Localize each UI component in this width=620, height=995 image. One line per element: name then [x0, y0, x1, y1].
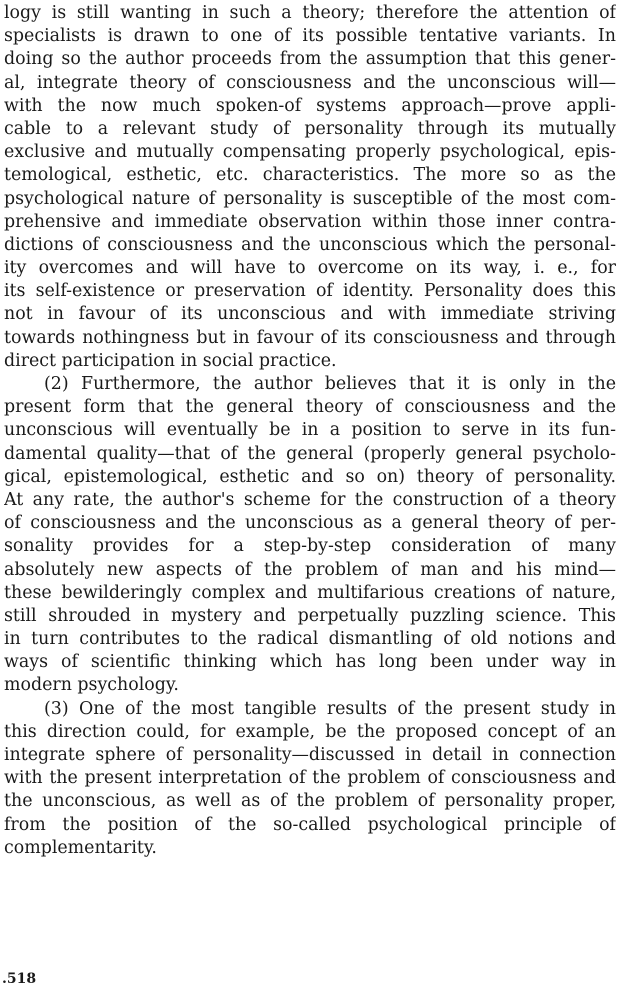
text-line: these bewilderingly complex and multifarious creations of nature, — [4, 582, 616, 603]
text-line: exclusive and mutually compensating properly psychological, epis- — [4, 142, 616, 163]
text-line: gical, epistemological, esthetic and so on) theory of personality. — [4, 466, 616, 487]
text-line: psychological nature of personality is susceptible of the most com- — [4, 188, 616, 209]
text-line: with the now much spoken-of systems approach—prove appli- — [4, 95, 616, 116]
text-line: its self-existence or preservation of identity. Personality does this — [4, 281, 616, 302]
paragraph-3-start: (3) One of the most tangible results of the present study in — [44, 698, 616, 719]
text-line: logy is still wanting in such a theory; therefore the attention of — [4, 3, 616, 23]
text-line: present form that the general theory of consciousness and the — [4, 397, 616, 418]
text-line: not in favour of its unconscious and with immediate striving — [4, 304, 616, 325]
text-line: damental quality—that of the general (properly general psycholo- — [4, 443, 616, 464]
text-line: doing so the author proceeds from the assumption that this gener- — [4, 49, 616, 70]
page-number: .518 — [2, 971, 37, 987]
text-line: towards nothingness but in favour of its consciousness and through — [4, 327, 616, 348]
text-line: prehensive and immediate observation within those inner contra- — [4, 211, 616, 232]
text-line: the unconscious, as well as of the problem of personality proper, — [4, 791, 616, 812]
text-line: At any rate, the author's scheme for the construction of a theory — [4, 489, 616, 510]
text-line: temological, esthetic, etc. characteristics. The more so as the — [4, 165, 616, 186]
text-line: specialists is drawn to one of its possible tentative variants. In — [4, 26, 616, 47]
text-line: from the position of the so-called psychological principle of — [4, 814, 616, 835]
paragraph-2-start: (2) Furthermore, the author believes that it is only in the — [44, 374, 616, 394]
text-line: cable to a relevant study of personality through its mutually — [4, 118, 616, 139]
text-line: of consciousness and the unconscious as a general theory of per- — [4, 513, 616, 534]
text-line: ways of scientific thinking which has long been under way in — [4, 652, 616, 673]
body-text — [4, 2, 616, 860]
text-line: sonality provides for a step-by-step consideration of many — [4, 536, 616, 557]
text-line: this direction could, for example, be the proposed concept of an — [4, 721, 616, 742]
text-line: still shrouded in mystery and perpetually puzzling science. This — [4, 605, 616, 626]
text-line: al, integrate theory of consciousness and the unconscious will— — [4, 72, 616, 93]
text-line: modern psychology. — [4, 675, 179, 696]
text-line: ity overcomes and will have to overcome on its way, i. e., for — [4, 258, 616, 279]
text-line: complementarity. — [4, 837, 157, 858]
text-line: unconscious will eventually be in a position to serve in its fun- — [4, 420, 616, 441]
text-line: absolutely new aspects of the problem of man and his mind— — [4, 559, 616, 580]
text-line: dictions of consciousness and the unconscious which the personal- — [4, 234, 616, 255]
text-line: direct participation in social practice. — [4, 350, 337, 371]
text-line: in turn contributes to the radical dismantling of old notions and — [4, 629, 616, 650]
text-line: integrate sphere of personality—discussed in detail in connection — [4, 745, 616, 765]
text-line: with the present interpretation of the problem of consciousness and — [4, 768, 616, 789]
